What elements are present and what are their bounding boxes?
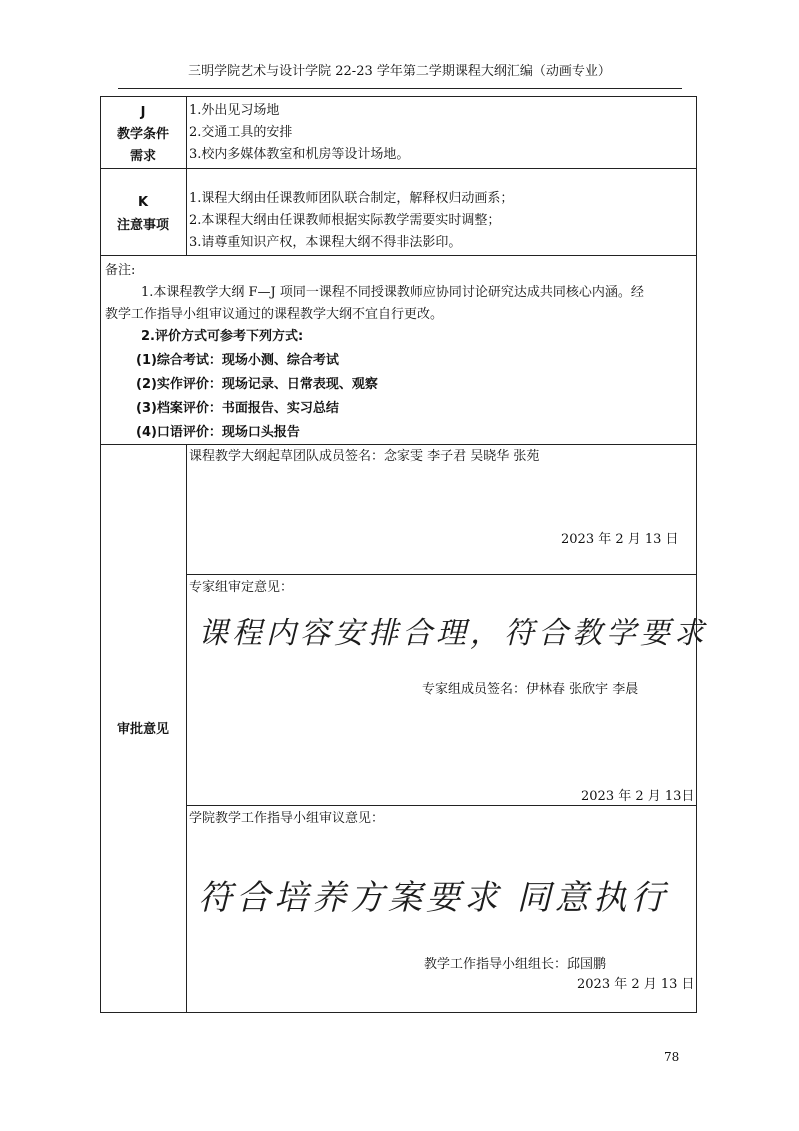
evaluation-method: (4)口语评价：现场口头报告 [136,425,300,440]
expert-signers: 专家组成员签名：伊林春 张欣宇 李晨 [422,682,639,697]
row-divider-k-notes [100,255,697,256]
expert-handwritten-opinion: 课程内容安排合理，符合教学要求 [198,616,708,651]
group-leader: 教学工作指导小组组长：邱国鹏 [424,957,607,972]
notes-line-3: 2.评价方式可参考下列方式: [141,329,304,344]
col-divider-top [186,96,187,255]
college-handwritten-opinion: 符合培养方案要求 同意执行 [198,878,669,918]
section-k-item: 2.本课程大纲由任课教师根据实际教学需要实时调整； [189,213,501,228]
section-k-title: 注意事项 [116,218,169,233]
section-j-item: 1.外出见习场地 [189,103,280,118]
drafting-date: 2023 年 2 月 13 日 [561,532,679,547]
notes-line-2: 教学工作指导小组审议通过的课程教学大纲不宜自行更改。 [105,307,444,322]
section-k-item: 1.课程大纲由任课教师团队联合制定，解释权归动画系； [189,191,514,206]
row-divider-notes-approval [100,444,697,445]
expert-date: 2023 年 2 月 13日 [581,789,695,804]
section-j-item: 2.交通工具的安排 [189,125,293,140]
row-divider-j-k [100,168,697,169]
section-k-letter: K [137,195,149,210]
page-header: 三明学院艺术与设计学院 22-23 学年第二学期课程大纲汇编（动画专业） [188,64,611,79]
col-divider-approval [186,444,187,1013]
section-j-item: 3.校内多媒体教室和机房等设计场地。 [189,147,410,162]
section-j-title-1: 教学条件 [116,127,169,142]
drafting-team-signatures: 课程教学大纲起草团队成员签名：念家雯 李子君 吴晓华 张苑 [189,449,540,464]
college-opinion-label: 学院教学工作指导小组审议意见： [189,811,385,826]
evaluation-method: (3)档案评价：书面报告、实习总结 [136,401,339,416]
evaluation-method: (2)实作评价：现场记录、日常表现、观察 [136,377,378,392]
expert-opinion-label: 专家组审定意见： [189,580,294,595]
page-number: 78 [664,1050,680,1064]
approval-divider-1 [186,574,697,575]
header-rule [118,88,682,89]
evaluation-method: (1)综合考试：现场小测、综合考试 [136,353,339,368]
approval-label: 审批意见 [116,722,169,737]
college-date: 2023 年 2 月 13 日 [577,977,695,992]
section-j-title-2: 需求 [129,149,156,164]
section-j-letter: J [140,105,146,120]
notes-line-1: 1.本课程教学大纲 F—J 项同一课程不同授课教师应协同讨论研究达成共同核心内涵。经 [141,285,644,300]
section-k-item: 3.请尊重知识产权，本课程大纲不得非法影印。 [189,235,462,250]
notes-label: 备注: [105,263,136,278]
